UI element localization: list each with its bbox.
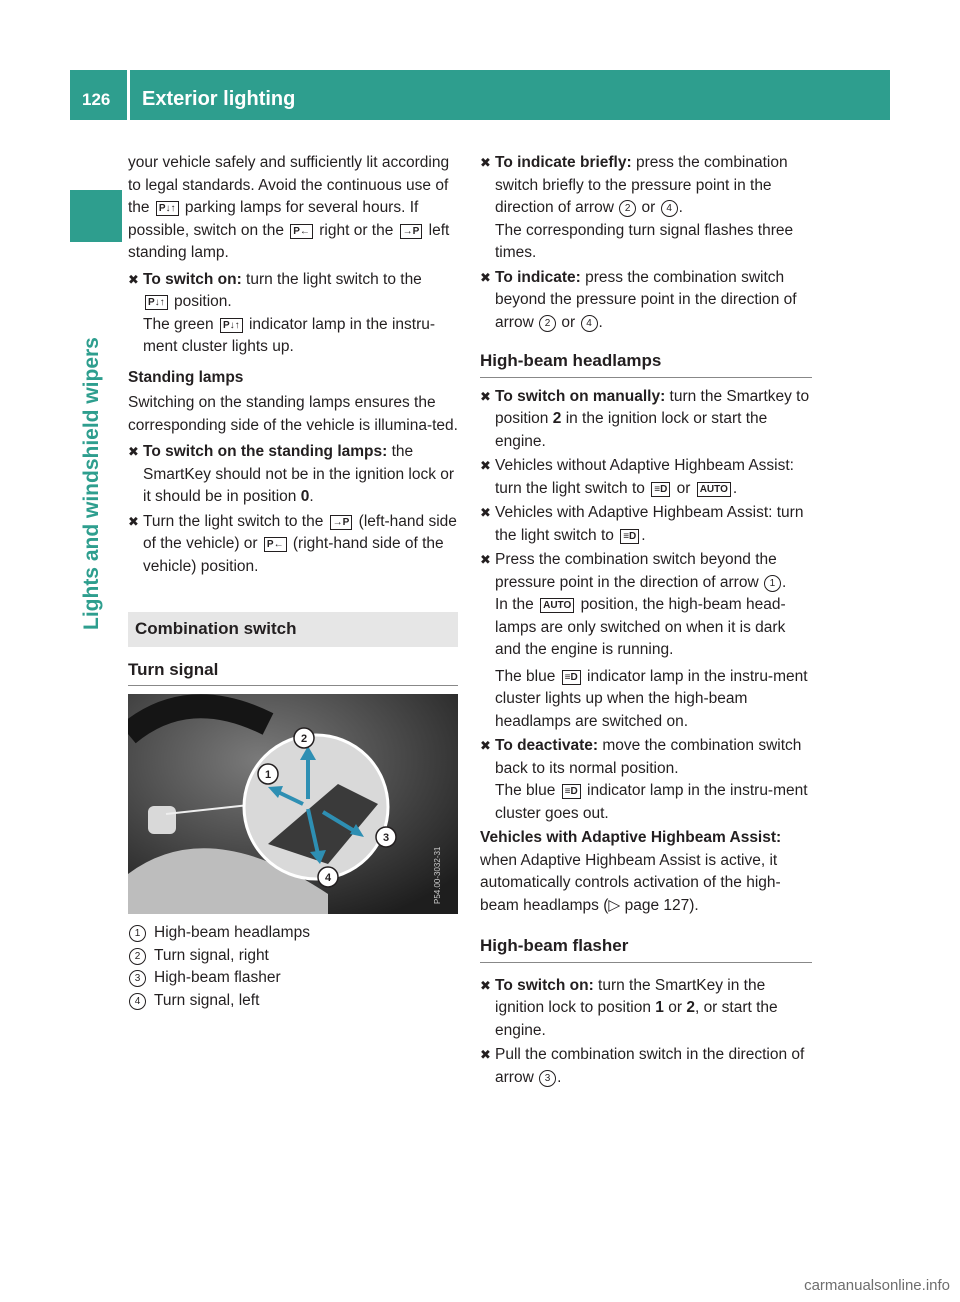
- combination-switch-illustration: [128, 694, 458, 914]
- page-title: Exterior lighting: [142, 88, 296, 110]
- step-arrow-icon: ✖: [480, 977, 491, 993]
- high-beam-heading: High-beam headlamps: [480, 350, 812, 378]
- legend-item: 4 Turn signal, left: [128, 990, 458, 1013]
- high-beam-symbol: ≡D: [562, 784, 581, 799]
- header-divider: [127, 70, 130, 120]
- step-arrow-icon: ✖: [480, 505, 491, 520]
- turn-signal-heading: Turn signal: [128, 659, 458, 687]
- step-arrow-icon: ✖: [128, 513, 139, 529]
- parking-lamp-symbol: P↓↑: [220, 318, 243, 333]
- svg-text:1: 1: [264, 769, 272, 781]
- combination-switch-photo: [128, 694, 458, 914]
- intro-paragraph: your vehicle safely and sufficiently lit according to legal standards. Avoid the continuous use of the P↓↑ parking lamps for several hours. If possible, switch on the P← right or the →P left standing lamp.: [128, 154, 450, 261]
- legend-item: 3 High-beam flasher: [128, 967, 458, 990]
- step-standing-lamps: ✖ To switch on the standing lamps: the SmartKey should not be in the ignition lock or it should be in position 0.: [128, 443, 455, 505]
- step-turn-switch: ✖ Turn the light switch to the →P (left-hand side of the vehicle) or P← (right-hand side of the vehicle) position.: [128, 512, 457, 575]
- watermark: carmanualsonline.info: [804, 1277, 950, 1294]
- left-standing-lamp-symbol: →P: [330, 515, 353, 530]
- standing-lamps-text: Switching on the standing lamps ensures the corresponding side of the vehicle is illumina-ted.: [128, 394, 458, 434]
- step-switch-on: ✖ To switch on: turn the light switch to the P↓↑ position. The green P↓↑ indicator lamp in the instru-ment cluster lights up.: [128, 270, 436, 355]
- photo-code: P54.00-3032-31: [433, 846, 442, 904]
- chapter-label-text: Lights and windshield wipers: [80, 337, 103, 630]
- right-standing-lamp-symbol: P←: [264, 537, 287, 552]
- step-arrow-icon: ✖: [480, 155, 491, 170]
- step-indicate: ✖ To indicate: press the combination switch beyond the pressure point in the direction of arrow 2 or 4 .: [480, 268, 797, 331]
- step-pull-switch: ✖ Pull the combination switch in the direction of arrow 3 .: [480, 1046, 805, 1086]
- page-header: [70, 70, 890, 120]
- step-arrow-icon: ✖: [480, 552, 491, 567]
- svg-text:4: 4: [324, 872, 332, 884]
- step-arrow-icon: ✖: [480, 269, 491, 285]
- standing-lamps-heading: Standing lamps: [128, 368, 244, 386]
- step-without-aha: ✖ Vehicles without Adaptive Highbeam Assist: turn the light switch to ≡D or AUTO .: [480, 457, 794, 497]
- legend-item: 1 High-beam headlamps: [128, 922, 458, 945]
- aha-paragraph: Vehicles with Adaptive Highbeam Assist: when Adaptive Highbeam Assist is active, it automatically controls activation of the high-beam headlamps (▷ page 127).: [480, 829, 782, 914]
- step-arrow-icon: ✖: [480, 738, 491, 753]
- step-manual: ✖ To switch on manually: turn the Smartkey to position 2 in the ignition lock or start the engine.: [480, 387, 810, 450]
- chapter-tab: [70, 190, 122, 242]
- svg-text:3: 3: [382, 832, 390, 844]
- parking-lamp-symbol: P↓↑: [145, 295, 168, 310]
- step-arrow-icon: ✖: [480, 458, 491, 473]
- auto-symbol: AUTO: [697, 482, 731, 497]
- low-beam-symbol: ≡D: [651, 482, 670, 497]
- low-beam-symbol: ≡D: [620, 529, 639, 544]
- step-arrow-icon: ✖: [128, 444, 139, 459]
- section-title: Combination switch: [128, 612, 458, 647]
- step-indicate-briefly: ✖ To indicate briefly: press the combination switch briefly to the pressure point in the direction of arrow 2 or 4 . The corresponding turn signal flashes three times.: [480, 154, 794, 261]
- svg-text:2: 2: [300, 733, 308, 745]
- step-arrow-icon: ✖: [480, 388, 491, 404]
- left-column: [128, 152, 458, 1012]
- step-press-switch: ✖ Press the combination switch beyond the pressure point in the direction of arrow 1 . In the AUTO position, the high-beam head-lamps are only switched on when it is dark and the engine is running. The blue ≡D indicator lamp in the instru-ment cluster lights up when the high-beam headlamps are switched on.: [480, 551, 808, 730]
- step-with-aha: ✖ Vehicles with Adaptive Highbeam Assist: turn the light switch to ≡D .: [480, 504, 804, 544]
- flasher-heading: High-beam flasher: [480, 935, 812, 963]
- step-arrow-icon: ✖: [480, 1047, 491, 1062]
- left-standing-lamp-symbol: →P: [400, 224, 423, 239]
- right-column: [480, 152, 812, 1091]
- parking-lamp-symbol: P↓↑: [156, 201, 179, 216]
- step-deactivate: ✖ To deactivate: move the combination switch back to its normal position. The blue ≡D indicator lamp in the instru-ment cluster goes out.: [480, 737, 808, 822]
- high-beam-symbol: ≡D: [562, 670, 581, 685]
- page-number: 126: [82, 90, 111, 109]
- step-arrow-icon: ✖: [128, 271, 139, 287]
- auto-symbol: AUTO: [540, 598, 574, 613]
- legend: [128, 922, 458, 1012]
- right-standing-lamp-symbol: P←: [290, 224, 313, 239]
- legend-item: 2 Turn signal, right: [128, 945, 458, 968]
- page-reference-link[interactable]: ▷ page 127: [608, 896, 690, 914]
- step-flasher-on: ✖ To switch on: turn the SmartKey in the ignition lock to position 1 or 2, or start the engine.: [480, 976, 778, 1039]
